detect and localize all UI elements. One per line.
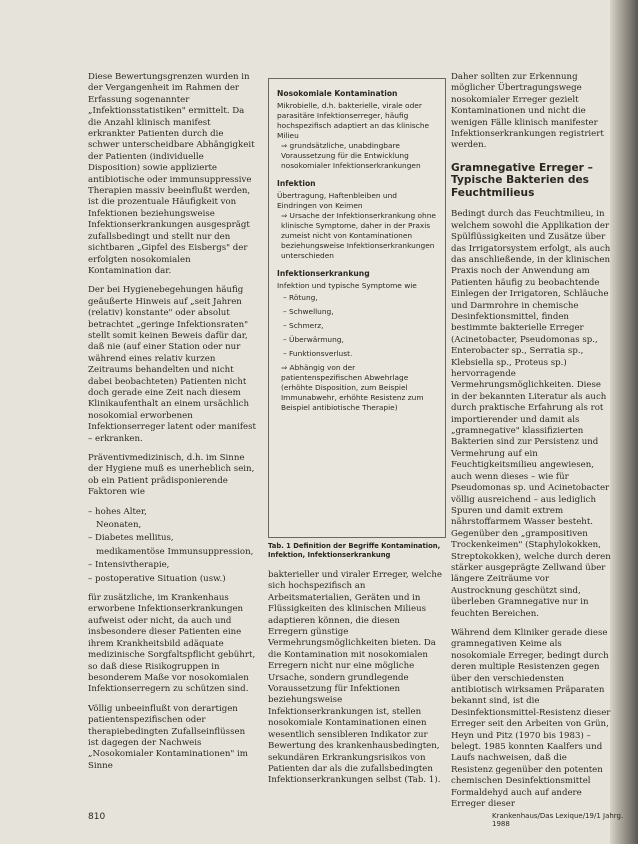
- page-number: 810: [88, 812, 106, 822]
- infection-title: Infektion: [277, 179, 316, 188]
- infection-section: [277, 179, 437, 261]
- left-column: [88, 72, 256, 780]
- contamination-section: [277, 89, 437, 171]
- middle-column: [268, 570, 442, 795]
- symptom-list: [277, 293, 437, 359]
- right-column: [451, 72, 611, 818]
- left-paragraph-1: Diese Bewertungsgrenzen wurden in der Vergangenheit im Rahmen der Erfassung sogenannter „Infektionsstatistiken" ermittelt. Da die Anzahl klinisch manifest erkrankter Patienten durch die schwer unterscheidbare Abhängigkeit der Patienten (individuelle Disposition) sowie applizierte antibiotische oder immunsuppressive Therapien massiv beeinflußt werden, ist die prozentuale Häufigkeit von Infektionen beziehungsweise Infektionserkrankungen ausgesprägt zufallsbedingt und stellt nur den sichtbaren „Gipfel des Eisbergs" der erfolgten nosokomialen Kontamination dar.: [88, 72, 255, 276]
- disease-note: ⇒ Abhängig von der patientenspezifischen Abwehrlage (erhöhte Disposition, zum Beispiel Immunabwehr, erhöhte Resistenz zum Beispiel antibiotische Therapie): [281, 363, 424, 412]
- list-item: – Schmerz,: [283, 321, 324, 330]
- contamination-title: Nosokomiale Kontamination: [277, 89, 398, 98]
- left-paragraph-3: Präventivmedizinisch, d.h. im Sinne der Hygiene muß es unerheblich sein, ob ein Patient prädisponierende Faktoren wie: [88, 453, 255, 498]
- list-item: – postoperative Situation (usw.): [88, 573, 226, 584]
- left-paragraph-2: Der bei Hygienebegehungen häufig geäußerte Hinweis auf „seit Jahren (relativ) konstante" oder absolut betrachtet „geringe Infektionsraten" stellt somit keinen Beweis dafür dar, daß nie (auf einer Station oder nur während eines relativ kurzen Zeitraums behandelten und nicht dabei beobachteten) Patienten nicht doch gerade eine Zeit nach diesem Klinikaufenthalt an einem ursächlich nosokomial erworbenen Infektionserreger latent oder manifest – erkranken.: [88, 285, 256, 444]
- disease-section: [277, 269, 437, 413]
- middle-paragraph-1: bakterieller und viraler Erreger, welche sich hochspezifisch an Arbeitsmaterialien, Geräten und in Flüssigkeiten des klinischen Milieus adaptieren können, die diesen Erregern günstige Vermehrungsmöglichkeiten bieten. Da die Kontamination mit nosokomialen Erregern nicht nur eine mögliche Ursache, sondern grundlegende Voraussetzung für Infektionen beziehungsweise Infektionserkrankungen ist, stellen nosokomiale Kontaminationen einen wesentlich sensibleren Indikator zur Bewertung des krankenhausbedingten, sekundären Erkrankungsrisikos von Patienten dar als die zufallsbedingten Infektionserkrankungen selbst (Tab. 1).: [268, 570, 442, 786]
- table-caption: Tab. 1 Definition der Begriffe Kontamination, Infektion, Infektionserkrankung: [268, 542, 441, 559]
- infection-note: ⇒ Ursache der Infektionserkrankung ohne klinische Symptome, daher in der Praxis zumeist nicht von Kontaminationen beziehungsweise Infektionserkrankungen unterschieden: [281, 211, 436, 260]
- disease-title: Infektionserkrankung: [277, 269, 370, 278]
- page-edge-shadow: [610, 0, 638, 844]
- risk-factor-list: [88, 507, 256, 585]
- list-item: – Überwärmung,: [283, 335, 344, 344]
- list-item: – Schwellung,: [283, 307, 334, 316]
- right-paragraph-2: Bedingt durch das Feuchtmilieu, in welchem sowohl die Applikation der Spülflüssigkeiten und Zusätze über das Irrigatorsystem erfolgt, als auch das anschließende, in der klinischen Praxis noch der Anwendung am Patienten häufig zu beobachtende Einlegen der Irrigatoren, Schläuche und Darmrohre in chemische Desinfektionsmittel, finden bestimmte bakterielle Erreger (Acinetobacter, Pseudomonas sp., Enterobacter sp., Serratia sp., Klebsiella sp., Proteus sp.) hervorragende Vermehrungsmöglichkeiten. Diese in der bekannten Literatur als auch durch praktische Erfahrung als rot importierender und damit als „gramnegative" klassifizierten Bakterien sind zur Persistenz und Vermehrung auf ein Feuchtigkeitsmilieu angewiesen, auch wenn dieses – wie für Pseudomonas sp. und Acinetobacter völlig ausreichend – aus lediglich Spuren und damit extrem nährstoffarmem Wasser besteht. Gegenüber den „grampositiven Trockenkeimen" (Staphylokokken, Streptokokken), welche durch deren stärker ausgeprägte Zellwand über längere Zeiträume vor Austrocknung geschützt sind, überleben Gramnegative nur in feuchten Bereichen.: [451, 209, 611, 619]
- section-heading: Gramnegative Erreger – Typische Bakterien des Feuchtmilieus: [451, 161, 593, 199]
- infection-text: Übertragung, Haftenbleiben und Eindringen von Keimen: [277, 191, 397, 210]
- left-paragraph-5: Völlig unbeeinflußt von derartigen patientenspezifischen oder therapiebedingten Zufallseinflüssen ist dagegen der Nachweis „Nosokomialer Kontaminationen" im Sinne: [88, 703, 248, 771]
- contamination-text: Mikrobielle, d.h. bakterielle, virale oder parasitäre Infektionserreger, häufig hochspezifisch adaptiert an das klinische Milieu: [277, 101, 430, 140]
- right-paragraph-1: Daher sollten zur Erkennung möglicher Übertragungswege nosokomialer Erreger gezielt Kontaminationen und nicht die wenigen Fälle klinisch manifester Infektionserkrankungen registriert werden.: [451, 72, 604, 151]
- list-item: Neonaten,: [96, 520, 142, 531]
- list-item: – hohes Alter,: [88, 506, 147, 517]
- list-item: – Funktionsverlust.: [283, 349, 353, 358]
- list-item: medikamentöse Immunsuppression,: [96, 546, 254, 557]
- right-paragraph-3: Während dem Kliniker gerade diese gramnegativen Keime als nosokomiale Erreger, bedingt durch deren multiple Resistenzen gegen über den verschiedensten antibiotisch wirksamen Präparaten bekannt sind, ist die Desinfektionsmittel-Resistenz dieser Erreger seit den Arbeiten von Grün, Heyn und Pitz (1970 bis 1983) – belegt. 1985 konnten Kaalfers und Laufs nachweisen, daß die Resistenz gegenüber den potenten chemischen Desinfektionsmittel Formaldehyd auch auf andere Erreger dieser: [451, 627, 611, 810]
- list-item: – Rötung,: [283, 293, 318, 302]
- disease-text: Infektion und typische Symptome wie: [277, 281, 417, 290]
- definition-table-box: [268, 78, 446, 538]
- left-paragraph-4: für zusätzliche, im Krankenhaus erworbene Infektionserkrankungen aufweist oder nicht, da auch und insbesondere dieser Patienten eine ihrem Krankheitsbild adäquate medizinische Sorgfaltspflicht gebührt, so daß diese Risikogruppen in besonderem Maße vor nosokomialen Infektionserregern zu schützen sind.: [88, 593, 256, 695]
- list-item: – Diabetes mellitus,: [88, 533, 174, 544]
- journal-footer: Krankenhaus/Das Lexique/19/1 Jahrg. 1988: [492, 812, 624, 828]
- contamination-note: ⇒ grundsätzliche, unabdingbare Voraussetzung für die Entwicklung nosokomialer Infektionserkrankungen: [281, 141, 421, 170]
- list-item: – Intensivtherapie,: [88, 560, 170, 571]
